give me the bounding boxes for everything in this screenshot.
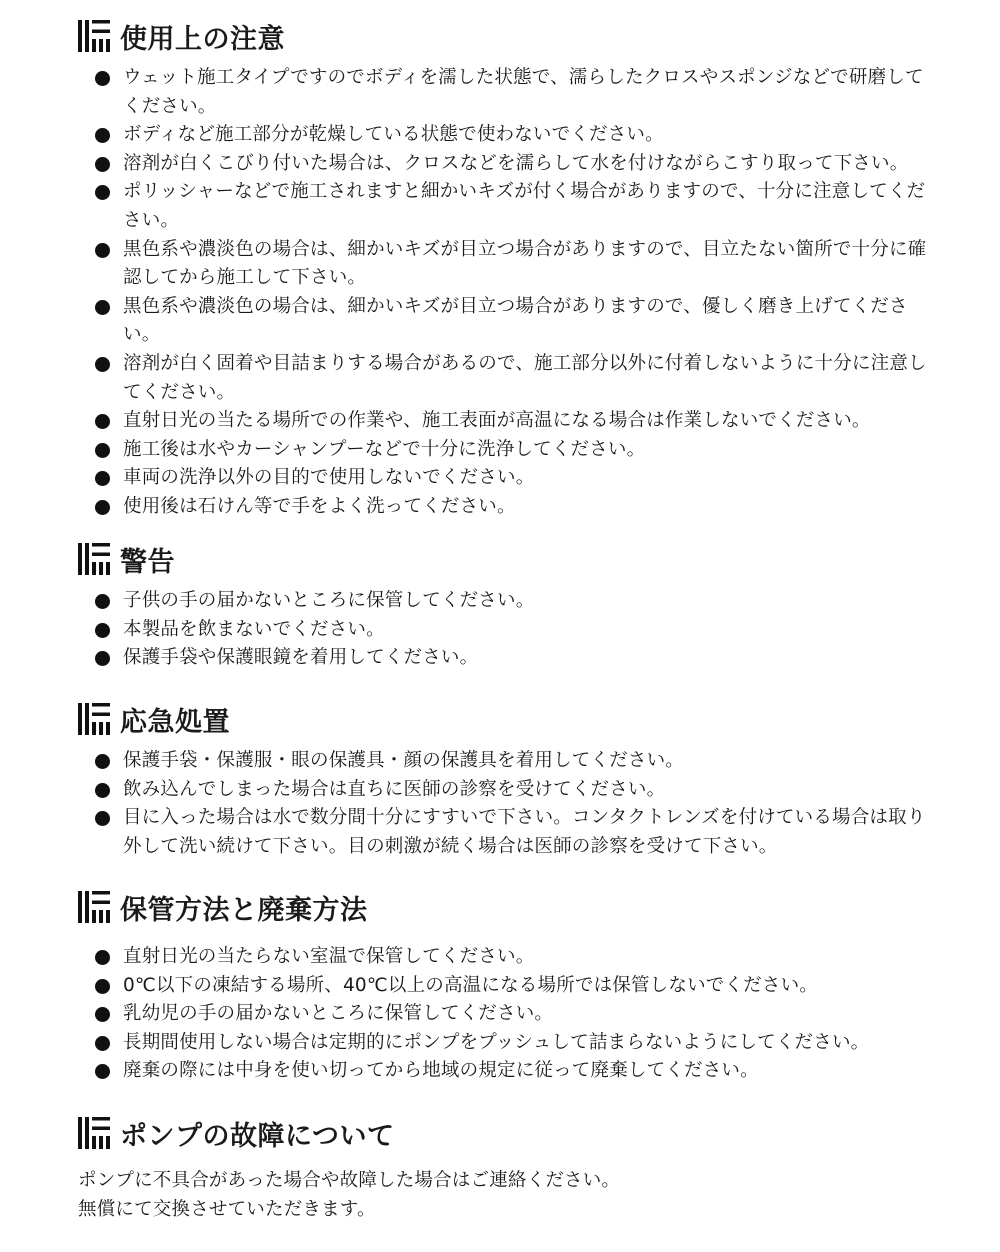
bullet-list — [78, 943, 928, 1086]
section-title: 使用上の注意 — [120, 23, 285, 55]
list-item: 目に入った場合は水で数分間十分にすすいで下さい。コンタクトレンズを付けている場合は取り外して洗い続けて下さい。目の刺激が続く場合は医師の診察を受けて下さい。 — [78, 804, 928, 861]
bullet-list — [78, 587, 928, 673]
section-storage-disposal — [78, 889, 928, 1086]
bullet-icon — [95, 623, 110, 638]
body-line: ポンプに不具合があった場合や故障した場合はご連絡ください。 — [78, 1170, 621, 1191]
list-item: 子供の手の届かないところに保管してください。 — [78, 587, 928, 616]
bars-heading-icon — [78, 20, 110, 52]
list-item: 使用後は石けん等で手をよく洗ってください。 — [78, 493, 928, 522]
list-item: 溶剤が白くこびり付いた場合は、クロスなどを濡らして水を付けながらこすり取って下さい。 — [78, 150, 928, 179]
list-item: 飲み込んでしまった場合は直ちに医師の診察を受けてください。 — [78, 776, 928, 805]
bars-heading-icon — [78, 1117, 110, 1149]
list-item: 長期間使用しない場合は定期的にポンプをプッシュして詰まらないようにしてください。 — [78, 1029, 928, 1058]
section-heading — [78, 18, 928, 54]
bullet-icon — [95, 443, 110, 458]
bars-heading-icon — [78, 543, 110, 575]
list-item: 直射日光の当たらない室温で保管してください。 — [78, 943, 928, 972]
bullet-icon — [95, 243, 110, 258]
bullet-icon — [95, 357, 110, 372]
bullet-icon — [95, 1007, 110, 1022]
list-item: 黒色系や濃淡色の場合は、細かいキズが目立つ場合がありますので、優しく磨き上げてください。 — [78, 293, 928, 350]
list-item: 溶剤が白く固着や目詰まりする場合があるので、施工部分以外に付着しないように十分に注意してください。 — [78, 350, 928, 407]
list-item: ボディなど施工部分が乾燥している状態で使わないでください。 — [78, 121, 928, 150]
pump-failure-body — [78, 1167, 928, 1224]
section-title: 応急処置 — [120, 706, 230, 738]
list-item: ウェット施工タイプですのでボディを濡した状態で、濡らしたクロスやスポンジなどで研磨してください。 — [78, 64, 928, 121]
list-item: 直射日光の当たる場所での作業や、施工表面が高温になる場合は作業しないでください。 — [78, 407, 928, 436]
list-item: 黒色系や濃淡色の場合は、細かいキズが目立つ場合がありますので、目立たない箇所で十分に確認してから施工して下さい。 — [78, 236, 928, 293]
list-item: 廃棄の際には中身を使い切ってから地域の規定に従って廃棄してください。 — [78, 1057, 928, 1086]
body-line: 無償にて交換させていただきます。 — [78, 1198, 376, 1220]
bullet-list — [78, 747, 928, 861]
bullet-icon — [95, 950, 110, 965]
bullet-icon — [95, 157, 110, 172]
list-item: 車両の洗浄以外の目的で使用しないでください。 — [78, 464, 928, 493]
bars-heading-icon — [78, 891, 110, 923]
list-item: ポリッシャーなどで施工されますと細かいキズが付く場合がありますので、十分に注意してください。 — [78, 178, 928, 235]
bullet-icon — [95, 185, 110, 200]
bullet-icon — [95, 71, 110, 86]
bullet-list — [78, 64, 928, 522]
section-heading — [78, 1115, 928, 1151]
bullet-icon — [95, 811, 110, 826]
section-heading — [78, 889, 928, 925]
bullet-icon — [95, 500, 110, 515]
bullet-icon — [95, 128, 110, 143]
bullet-icon — [95, 783, 110, 798]
bullet-icon — [95, 651, 110, 666]
section-title: 保管方法と廃棄方法 — [120, 894, 368, 926]
section-pump-failure — [78, 1115, 928, 1224]
section-warning — [78, 541, 928, 673]
list-item: 保護手袋や保護眼鏡を着用してください。 — [78, 644, 928, 673]
list-item: 乳幼児の手の届かないところに保管してください。 — [78, 1000, 928, 1029]
section-heading — [78, 701, 928, 737]
list-item: 保護手袋・保護服・眼の保護具・顔の保護具を着用してください。 — [78, 747, 928, 776]
bullet-icon — [95, 979, 110, 994]
list-item: 0℃以下の凍結する場所、40℃以上の高温になる場所では保管しないでください。 — [78, 972, 928, 1001]
bullet-icon — [95, 594, 110, 609]
bullet-icon — [95, 1064, 110, 1079]
section-heading — [78, 541, 928, 577]
section-first-aid — [78, 701, 928, 861]
section-title: ポンプの故障について — [120, 1120, 395, 1152]
bullet-icon — [95, 1036, 110, 1051]
section-usage-notes — [78, 18, 928, 522]
bullet-icon — [95, 754, 110, 769]
list-item: 施工後は水やカーシャンプーなどで十分に洗浄してください。 — [78, 436, 928, 465]
bullet-icon — [95, 414, 110, 429]
bars-heading-icon — [78, 703, 110, 735]
bullet-icon — [95, 300, 110, 315]
list-item: 本製品を飲まないでください。 — [78, 616, 928, 645]
section-title: 警告 — [120, 546, 175, 578]
bullet-icon — [95, 471, 110, 486]
